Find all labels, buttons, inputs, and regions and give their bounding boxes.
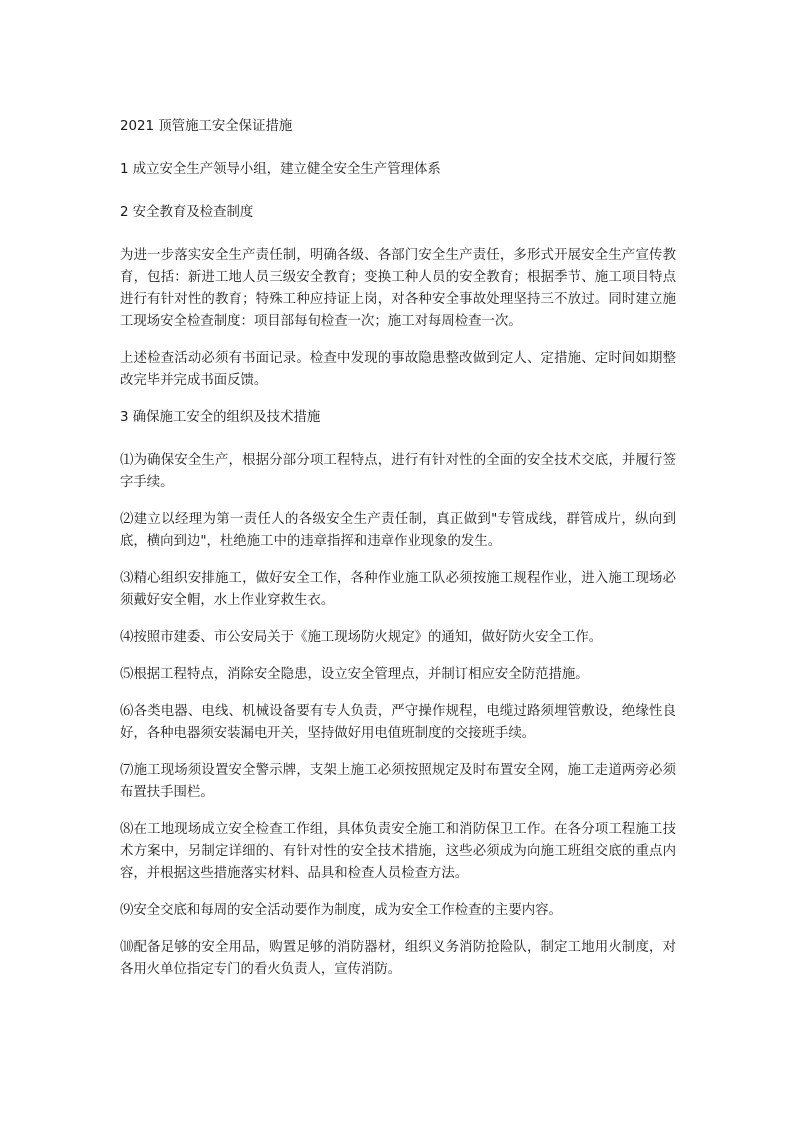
list-item: ⑹各类电器、电线、机械设备要有专人负责，严守操作规程，电缆过路须埋管敷设，绝缘性良好，各种电器须安装漏电开关，坚持做好用电值班制度的交接班手续。 xyxy=(120,704,676,741)
section-heading-2: 2 安全教育及检查制度 xyxy=(120,205,254,220)
list-item: ⑻在工地现场成立安全检查工作组，具体负责安全施工和消防保卫工作。在各分项工程施工技术方案中，另制定详细的、有针对性的安全技术措施，这些必须成为向施工班组交底的重点内容，并根据这些措施落实材料、品具和检查人员检查方法。 xyxy=(120,822,676,881)
section-heading-1: 1 成立安全生产领导小组，建立健全安全生产管理体系 xyxy=(120,162,441,177)
paragraph-inspection-records: 上述检查活动必须有书面记录。检查中发现的事故隐患整改做到定人、定措施、定时间如期整改完毕并完成书面反馈。 xyxy=(120,351,676,388)
list-item: ⑽配备足够的安全用品，购置足够的消防器材，组织义务消防抢险队，制定工地用火制度，对各用火单位指定专门的看火负责人，宣传消防。 xyxy=(120,940,676,977)
list-item: ⑼安全交底和每周的安全活动要作为制度，成为安全工作检查的主要内容。 xyxy=(120,903,562,918)
paragraph-safety-education: 为进一步落实安全生产责任制，明确各级、各部门安全生产责任，多形式开展安全生产宣传教育，包括：新进工地人员三级安全教育；变换工种人员的安全教育；根据季节、施工项目特点进行有针对性的教育；特殊工种应持证上岗，对各种安全事故处理坚持三不放过。同时建立施工现场安全检查制度：项目部每旬检查一次；施工对每周检查一次。 xyxy=(120,248,676,329)
list-item: ⑶精心组织安排施工，做好安全工作，各种作业施工队必须按施工规程作业，进入施工现场必须戴好安全帽，水上作业穿救生衣。 xyxy=(120,571,676,608)
list-item: ⑴为确保安全生产，根据分部分项工程特点，进行有针对性的全面的安全技术交底，并履行签字手续。 xyxy=(120,453,676,490)
section-heading-3: 3 确保施工安全的组织及技术措施 xyxy=(120,410,321,425)
list-item: ⑺施工现场须设置安全警示牌，支架上施工必须按照规定及时布置安全网，施工走道两旁必须布置扶手围栏。 xyxy=(120,763,676,800)
list-item: ⑸根据工程特点，消除安全隐患，设立安全管理点，并制订相应安全防范措施。 xyxy=(120,667,589,682)
list-item: ⑵建立以经理为第一责任人的各级安全生产责任制，真正做到"专管成线，群管成片，纵向到底，横向到边"，杜绝施工中的违章指挥和违章作业现象的发生。 xyxy=(120,512,676,549)
document-title: 2021 顶管施工安全保证措施 xyxy=(120,119,293,134)
document-page xyxy=(120,116,676,996)
list-item: ⑷按照市建委、市公安局关于《施工现场防火规定》的通知，做好防火安全工作。 xyxy=(120,630,603,645)
